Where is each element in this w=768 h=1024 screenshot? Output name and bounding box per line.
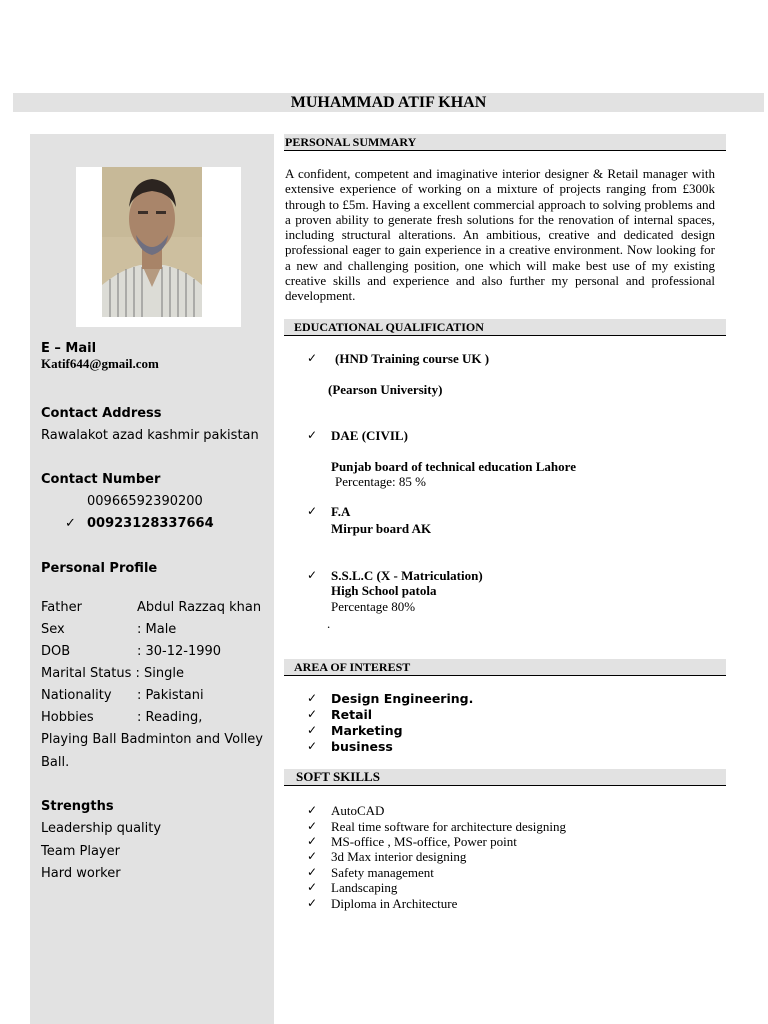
education-sslc: S.S.L.C (X - Matriculation) — [331, 568, 483, 583]
check-icon: ✓ — [307, 707, 318, 721]
skill-item: Real time software for architecture designing — [331, 819, 566, 834]
email-value[interactable]: Katif644@gmail.com — [41, 356, 159, 371]
profile-value-sex: : Male — [137, 622, 177, 637]
skill-item: MS-office , MS-office, Power point — [331, 834, 517, 849]
skill-item: 3d Max interior designing — [331, 849, 467, 864]
contact-address-label: Contact Address — [41, 406, 162, 421]
hobbies-continued-2: Ball. — [41, 755, 70, 770]
name-bar — [13, 93, 764, 112]
strength-item: Leadership quality — [41, 821, 162, 836]
profile-key-marital: Marital Status — [41, 666, 132, 681]
email-label: E – Mail — [41, 341, 97, 356]
education-dae-percentage: Percentage: 85 % — [335, 474, 426, 489]
profile-value-marital: : Single — [135, 666, 184, 681]
personal-summary-text: A confident, competent and imaginative interior designer & Retail manager with extensive experience of working on a mixture of projects ranging from £300k through to £5m. Having a excellent commercial approach to solving problems and a proven ability to generate fresh solutions for the renovation of internal spaces, including structural alterations. An ambitious, creative and dedicated design professional eager to gain experience in a creative environment. Now looking for a new and challenging position, one which will make best use of my existing creative skills and experience and also further my personal and professional development. — [285, 166, 715, 304]
check-icon: ✓ — [307, 739, 318, 753]
profile-value-hobbies: : Reading, — [137, 710, 203, 725]
interest-item: Marketing — [331, 723, 403, 738]
profile-marital-status — [41, 666, 184, 682]
profile-key-father: Father — [41, 600, 82, 615]
education-fa: F.A — [331, 504, 351, 519]
strength-item: Hard worker — [41, 866, 121, 881]
education-fa-board: Mirpur board AK — [331, 521, 432, 536]
contact-address-value: Rawalakot azad kashmir pakistan — [41, 428, 259, 443]
check-icon: ✓ — [307, 880, 318, 894]
check-icon: ✓ — [307, 896, 318, 910]
phone-2: 00923128337664 — [87, 516, 214, 531]
check-icon: ✓ — [65, 516, 76, 531]
personal-summary-title: PERSONAL SUMMARY — [285, 135, 417, 149]
profile-key-nationality: Nationality — [41, 688, 112, 703]
candidate-name: MUHAMMAD ATIF KHAN — [290, 94, 487, 111]
area-of-interest-title: AREA OF INTEREST — [294, 660, 411, 674]
skill-item: Landscaping — [331, 880, 398, 895]
check-icon: ✓ — [307, 504, 318, 518]
profile-value-nationality: : Pakistani — [137, 688, 204, 703]
check-icon: ✓ — [307, 803, 318, 817]
education-sslc-percentage: Percentage 80% — [331, 599, 416, 614]
education-hnd-org: (Pearson University) — [328, 382, 443, 397]
skill-item: AutoCAD — [331, 803, 385, 818]
skill-item: Safety management — [331, 865, 434, 880]
phone-2-row — [65, 516, 214, 532]
check-icon: ✓ — [307, 351, 318, 365]
education-title: EDUCATIONAL QUALIFICATION — [294, 320, 484, 334]
personal-profile-label: Personal Profile — [41, 561, 158, 576]
hobbies-continued: Playing Ball Badminton and Volley — [41, 732, 264, 747]
check-icon: ✓ — [307, 819, 318, 833]
check-icon: ✓ — [307, 865, 318, 879]
stray-dot: . — [327, 616, 331, 631]
profile-photo — [102, 167, 202, 317]
check-icon: ✓ — [307, 723, 318, 737]
skill-item: Diploma in Architecture — [331, 896, 458, 911]
profile-key-sex: Sex — [41, 622, 65, 637]
education-dae-board: Punjab board of technical education Lahore — [331, 459, 576, 474]
education-dae: DAE (CIVIL) — [331, 428, 408, 443]
profile-key-dob: DOB — [41, 644, 71, 659]
profile-value-dob: : 30-12-1990 — [137, 644, 222, 659]
interest-item: Design Engineering. — [331, 691, 474, 706]
profile-value-father: Abdul Razzaq khan — [137, 600, 262, 615]
check-icon: ✓ — [307, 849, 318, 863]
contact-number-label: Contact Number — [41, 472, 161, 487]
check-icon: ✓ — [307, 428, 318, 442]
interest-item: business — [331, 739, 393, 754]
interest-item: Retail — [331, 707, 373, 722]
check-icon: ✓ — [307, 568, 318, 582]
education-hnd: (HND Training course UK ) — [335, 351, 490, 366]
education-sslc-school: High School patola — [331, 583, 437, 598]
phone-1: 00966592390200 — [87, 494, 203, 509]
strength-item: Team Player — [41, 844, 120, 859]
check-icon: ✓ — [307, 691, 318, 705]
profile-key-hobbies: Hobbies — [41, 710, 94, 725]
soft-skills-title: SOFT SKILLS — [296, 769, 380, 784]
check-icon: ✓ — [307, 834, 318, 848]
strengths-label: Strengths — [41, 799, 114, 814]
